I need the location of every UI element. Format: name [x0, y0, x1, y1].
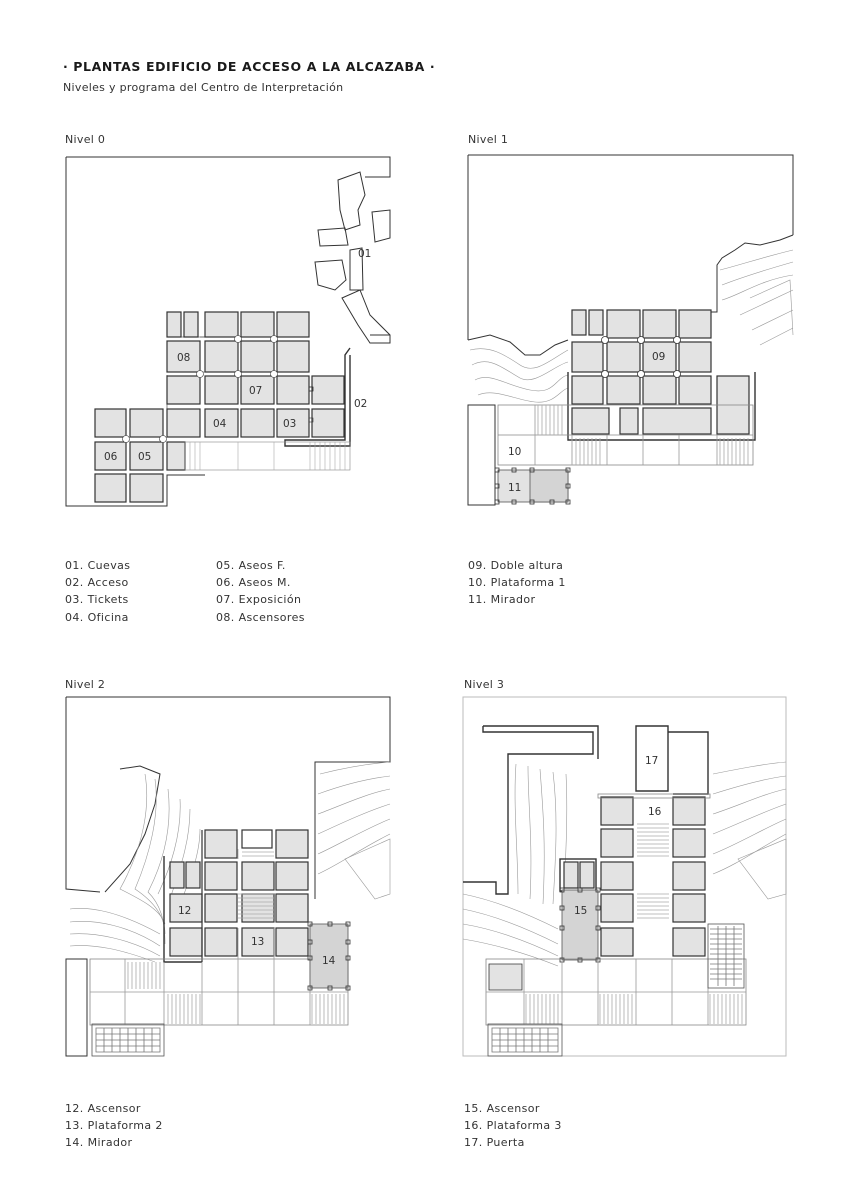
level-2-label: Nivel 2	[65, 678, 106, 691]
legend-item: 16. Plataforma 3	[464, 1119, 562, 1133]
level-1-legend	[468, 557, 566, 609]
page-title: · PLANTAS EDIFICIO DE ACCESO A LA ALCAZABA ·	[63, 59, 436, 74]
room-14-tag: 14	[322, 955, 336, 967]
level-1-label: Nivel 1	[468, 133, 509, 146]
level-3-legend	[464, 1100, 562, 1152]
legend-item: 07. Exposición	[216, 593, 302, 607]
room-02-tag: 02	[354, 398, 368, 410]
level-3-floor-plan	[458, 694, 798, 1064]
legend-item: 10. Plataforma 1	[468, 576, 566, 590]
legend-item: 11. Mirador	[468, 593, 536, 607]
legend-item: 15. Ascensor	[464, 1102, 540, 1115]
legend-item: 01. Cuevas	[65, 559, 131, 572]
legend-item: 12. Ascensor	[65, 1102, 141, 1115]
room-06-tag: 06	[104, 451, 118, 463]
legend-item: 04. Oficina	[65, 610, 129, 624]
level-1-rooms	[572, 310, 749, 434]
legend-item: 13. Plataforma 2	[65, 1119, 163, 1133]
legend-item: 17. Puerta	[464, 1136, 525, 1150]
level-0-legend-col-1	[65, 557, 130, 626]
room-09-tag: 09	[652, 351, 666, 363]
legend-item: 05. Aseos F.	[216, 559, 286, 572]
room-11-tag: 11	[508, 482, 522, 494]
level-0-label: Nivel 0	[65, 133, 106, 146]
cave-outline	[338, 172, 365, 230]
legend-item: 08. Ascensores	[216, 610, 305, 624]
room-05-tag: 05	[138, 451, 152, 463]
page-subtitle: Niveles y programa del Centro de Interpretación	[63, 81, 344, 94]
legend-item: 02. Acceso	[65, 576, 129, 590]
legend-item: 03. Tickets	[65, 593, 129, 607]
room-17-tag: 17	[645, 755, 659, 767]
room-07-tag: 07	[249, 385, 263, 397]
room-01-tag: 01	[358, 248, 372, 260]
room-08-tag: 08	[177, 352, 191, 364]
legend-item: 14. Mirador	[65, 1136, 133, 1150]
room-12-tag: 12	[178, 905, 192, 917]
room-04-tag: 04	[213, 418, 227, 430]
level-2-rooms	[170, 830, 308, 956]
room-03-tag: 03	[283, 418, 297, 430]
room-16-tag: 16	[648, 806, 662, 818]
room-10-tag: 10	[508, 446, 522, 458]
legend-item: 06. Aseos M.	[216, 576, 291, 590]
level-0-legend-col-2	[216, 557, 305, 626]
room-15-tag: 15	[574, 905, 588, 917]
legend-item: 09. Doble altura	[468, 559, 564, 572]
level-3-label: Nivel 3	[464, 678, 505, 691]
level-0-floor-plan	[60, 150, 400, 515]
level-2-legend	[65, 1100, 163, 1152]
level-0-rooms	[95, 312, 344, 502]
room-13-tag: 13	[251, 936, 265, 948]
level-2-floor-plan	[60, 694, 400, 1064]
level-1-floor-plan	[460, 150, 800, 515]
